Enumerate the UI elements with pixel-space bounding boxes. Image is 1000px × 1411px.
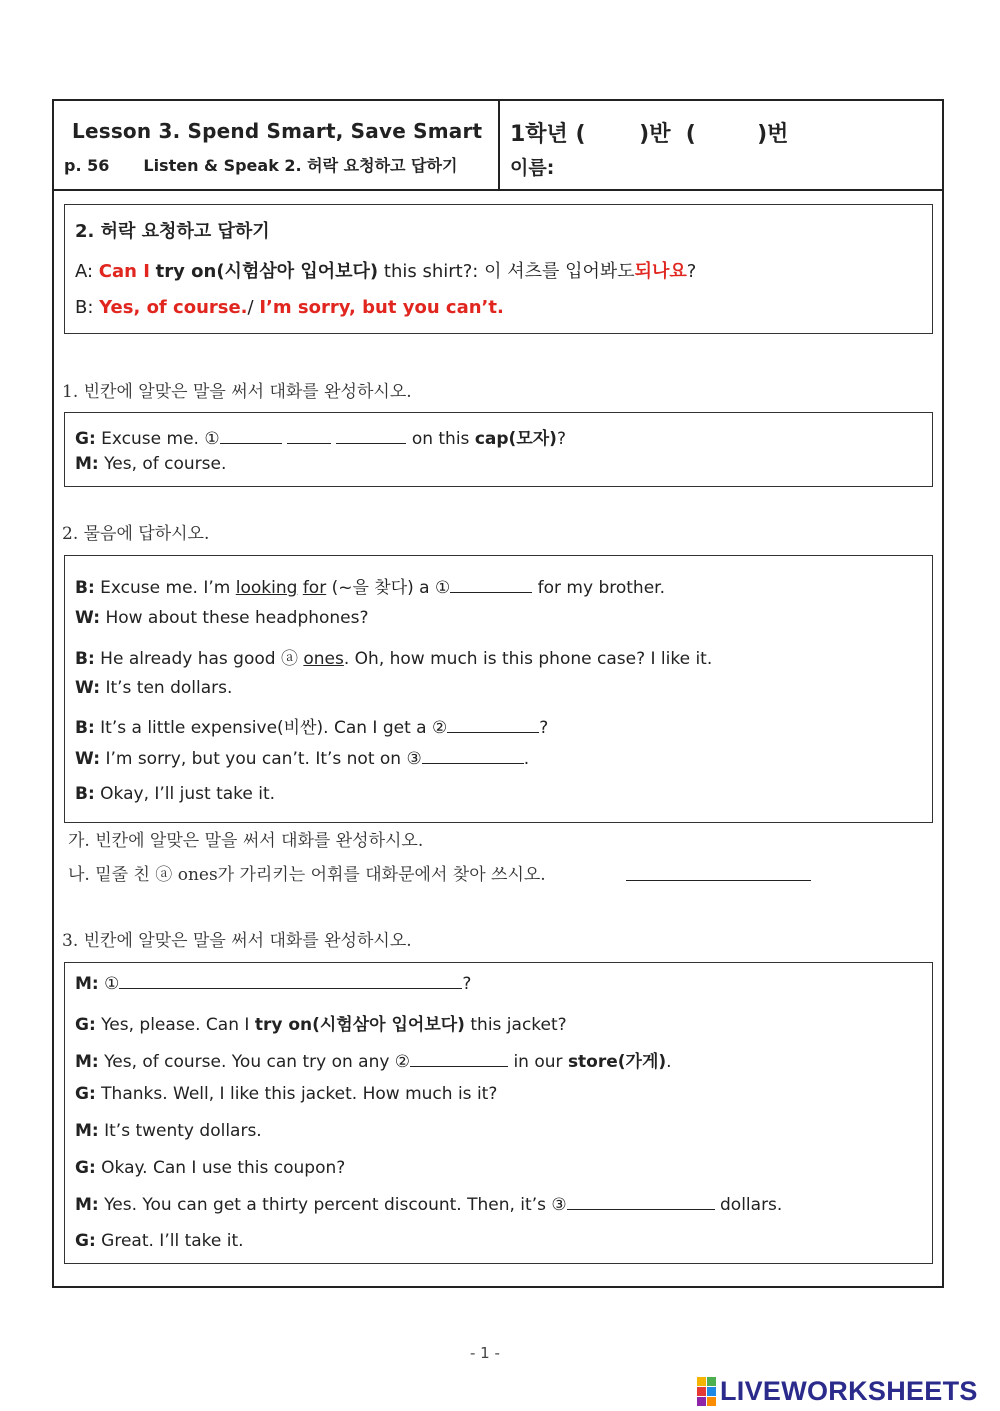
- key-expression-box: [64, 204, 933, 334]
- dialogue-line: G: Okay. Can I use this coupon?: [75, 1158, 346, 1178]
- question-1-title: 1. 빈칸에 알맞은 말을 써서 대화를 완성하시오.: [62, 382, 412, 402]
- answer-blank-1a[interactable]: [220, 429, 282, 444]
- class-number-line: 1학년 ( )반 ( )번: [510, 122, 789, 147]
- dialogue-line: B: Okay, I’ll just take it.: [75, 784, 276, 804]
- question-2-box: [64, 555, 933, 823]
- dialogue-line: M: It’s twenty dollars.: [75, 1121, 262, 1141]
- page-number: p. 56: [64, 156, 110, 175]
- answer-blank-1c[interactable]: [336, 429, 406, 444]
- dialogue-line: B: Excuse me. I’m looking for (~을 찾다) a ① for my brother.: [75, 578, 665, 598]
- question-3-box: [64, 962, 933, 1264]
- section-title: Listen & Speak 2. 허락 요청하고 답하기: [143, 156, 458, 175]
- underlined-ones: ones: [303, 649, 344, 669]
- page-number-footer: - 1 -: [470, 1344, 500, 1362]
- name-label: 이름:: [510, 157, 555, 179]
- answer-blank-2-1[interactable]: [450, 578, 532, 593]
- liveworksheets-logo-icon: [697, 1377, 716, 1406]
- liveworksheets-logo[interactable]: [697, 1376, 978, 1406]
- question-3-title: 3. 빈칸에 알맞은 말을 써서 대화를 완성하시오.: [62, 931, 412, 951]
- brand-name: LIVEWORKSHEETS: [720, 1375, 978, 1406]
- dialogue-line: G: Yes, please. Can I try on(시험삼아 입어보다) this jacket?: [75, 1015, 567, 1035]
- korean-highlight: 되나요: [634, 261, 687, 282]
- dialogue-line: G: Great. I’ll take it.: [75, 1231, 244, 1251]
- page-reference: [64, 153, 457, 176]
- can-i-phrase: Can I: [98, 261, 150, 282]
- key-expression-b: B: Yes, of course./ I’m sorry, but you can’t.: [75, 297, 504, 318]
- dialogue-line: M: ① ?: [75, 974, 472, 994]
- answer-blank-2b[interactable]: [626, 866, 811, 881]
- header-student-cell: [510, 101, 940, 189]
- answer-blank-3-3[interactable]: [567, 1195, 715, 1210]
- yes-of-course-phrase: Yes, of course.: [99, 297, 248, 318]
- key-expression-a: A: Can I try on(시험삼아 입어보다) this shirt?: 이 셔츠를 입어봐도되나요?: [75, 261, 697, 282]
- try-on-phrase: try on(시험삼아 입어보다): [155, 261, 379, 282]
- dialogue-line: W: How about these headphones?: [75, 608, 369, 628]
- answer-blank-2-3[interactable]: [422, 749, 524, 764]
- dialogue-line: M: Yes, of course.: [75, 454, 227, 474]
- dialogue-line: M: Yes, of course. You can try on any ② in our store(가게).: [75, 1052, 672, 1072]
- answer-blank-2-2[interactable]: [447, 718, 539, 733]
- question-2-title: 2. 물음에 답하시오.: [62, 524, 210, 544]
- header-title-cell: [54, 101, 500, 189]
- dialogue-line: W: It’s ten dollars.: [75, 678, 233, 698]
- answer-blank-3-2[interactable]: [410, 1052, 508, 1067]
- dialogue-line: W: I’m sorry, but you can’t. It’s not on ③ .: [75, 749, 530, 769]
- dialogue-line: G: Excuse me. ① on this cap(모자)?: [75, 429, 566, 449]
- question-2b-prompt: 나. 밑줄 친 ⓐ ones가 가리키는 어휘를 대화문에서 찾아 쓰시오.: [68, 865, 546, 885]
- answer-blank-1b[interactable]: [287, 429, 331, 444]
- lesson-title: Lesson 3. Spend Smart, Save Smart: [72, 119, 483, 143]
- dialogue-line: B: He already has good ⓐ ones. Oh, how much is this phone case? I like it.: [75, 649, 713, 669]
- question-2a-prompt: 가. 빈칸에 알맞은 말을 써서 대화를 완성하시오.: [68, 831, 424, 851]
- dialogue-line: G: Thanks. Well, I like this jacket. How much is it?: [75, 1084, 498, 1104]
- key-expression-title: 2. 허락 요청하고 답하기: [75, 221, 270, 242]
- sorry-phrase: I’m sorry, but you can’t.: [259, 297, 504, 318]
- dialogue-line: B: It’s a little expensive(비싼). Can I get a ② ?: [75, 718, 549, 738]
- dialogue-line: M: Yes. You can get a thirty percent discount. Then, it’s ③ dollars.: [75, 1195, 783, 1215]
- answer-blank-3-1[interactable]: [119, 974, 462, 989]
- question-1-box: [64, 412, 933, 487]
- worksheet-header: [54, 101, 942, 191]
